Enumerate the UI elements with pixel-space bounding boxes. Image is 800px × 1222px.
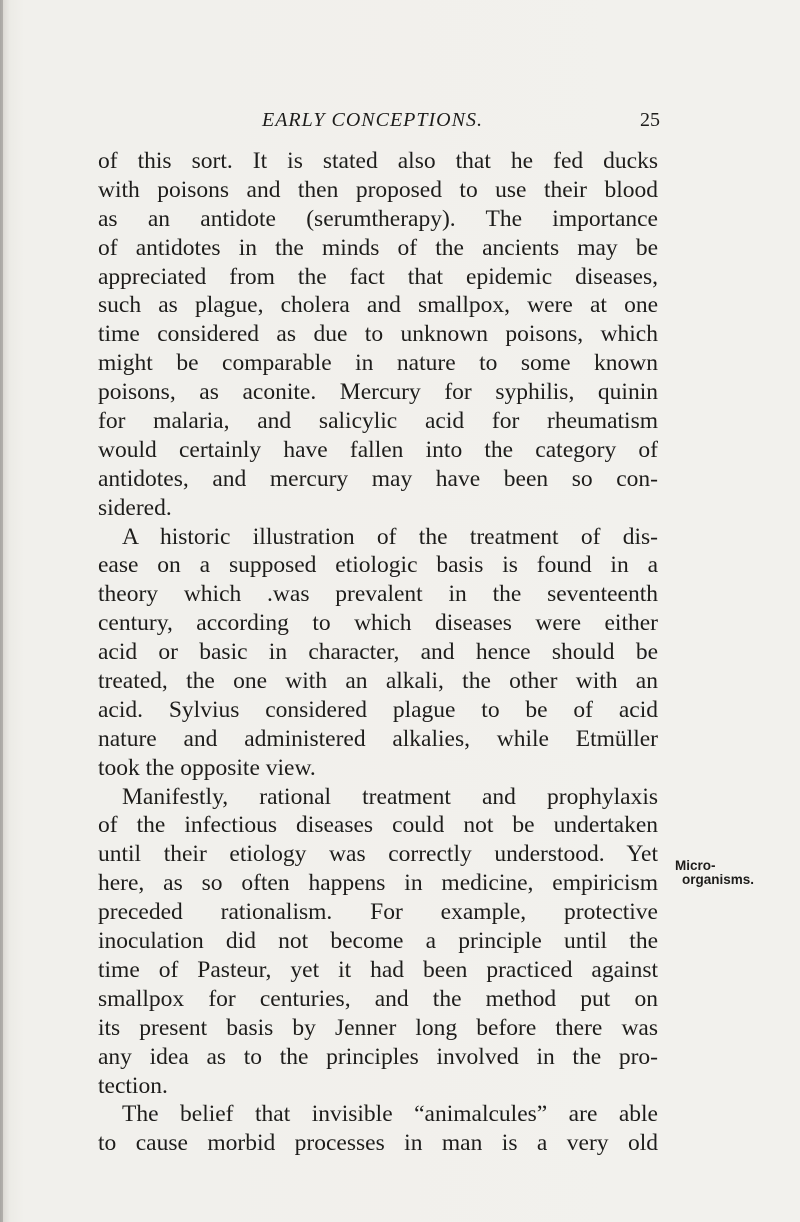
text-line: of the infectious diseases could not be undertaken [98, 812, 658, 839]
text-line: treated, the one with an alkali, the other with an [98, 668, 658, 695]
text-line: of this sort. It is stated also that he fed ducks [98, 148, 658, 174]
text-line: might be comparable in nature to some known [98, 350, 658, 377]
text-line: ease on a supposed etiologic basis is found in a [98, 552, 658, 579]
text-line: A historic illustration of the treatment of dis- [122, 523, 658, 550]
text-line: nature and administered alkalies, while Etmüller [98, 725, 658, 752]
page-header [0, 109, 800, 139]
text-line: tection. [98, 1072, 168, 1099]
text-line: antidotes, and mercury may have been so con- [98, 465, 658, 492]
text-line: acid or basic in character, and hence should be [98, 639, 658, 666]
sidenote-line: organisms. [682, 872, 755, 887]
text-line: inoculation did not become a principle until the [98, 928, 658, 955]
text-line: sidered. [98, 494, 172, 521]
text-line: its present basis by Jenner long before there was [98, 1014, 658, 1041]
text-line: for malaria, and salicylic acid for rheumatism [98, 408, 658, 435]
text-line: smallpox for centuries, and the method put on [98, 985, 658, 1012]
text-line: any idea as to the principles involved in the pro- [98, 1043, 658, 1070]
text-line: of antidotes in the minds of the ancients may be [98, 234, 658, 261]
text-line: took the opposite view. [98, 754, 316, 781]
page-number: 25 [640, 109, 660, 131]
sidenote-line: Micro- [675, 858, 716, 873]
text-line: until their etiology was correctly understood. Yet [98, 841, 658, 868]
text-line: here, as so often happens in medicine, empiricism [98, 870, 658, 897]
text-line: preceded rationalism. For example, protective [98, 899, 658, 926]
text-line: with poisons and then proposed to use their blood [98, 176, 658, 203]
text-line: poisons, as aconite. Mercury for syphilis, quinin [98, 379, 658, 406]
text-line: The belief that invisible “animalcules” are able [122, 1101, 658, 1128]
text-line: acid. Sylvius considered plague to be of acid [98, 696, 658, 723]
binding-shadow-mark [0, 0, 3, 1222]
text-line: appreciated from the fact that epidemic diseases, [98, 263, 658, 290]
text-line: would certainly have fallen into the category of [98, 436, 658, 463]
text-line: time of Pasteur, yet it had been practiced against [98, 956, 658, 983]
text-line: to cause morbid processes in man is a very old [98, 1130, 658, 1157]
margin-sidenote [675, 859, 754, 887]
text-line: Manifestly, rational treatment and prophylaxis [122, 783, 658, 810]
text-line: century, according to which diseases were either [98, 610, 658, 637]
text-line: time considered as due to unknown poisons, which [98, 321, 658, 348]
text-line: theory which .was prevalent in the seventeenth [98, 581, 658, 608]
body-text [98, 147, 658, 1158]
text-line: such as plague, cholera and smallpox, were at one [98, 292, 658, 319]
text-line: as an antidote (serumtherapy). The importance [98, 205, 658, 232]
running-title: EARLY CONCEPTIONS. [262, 109, 483, 131]
